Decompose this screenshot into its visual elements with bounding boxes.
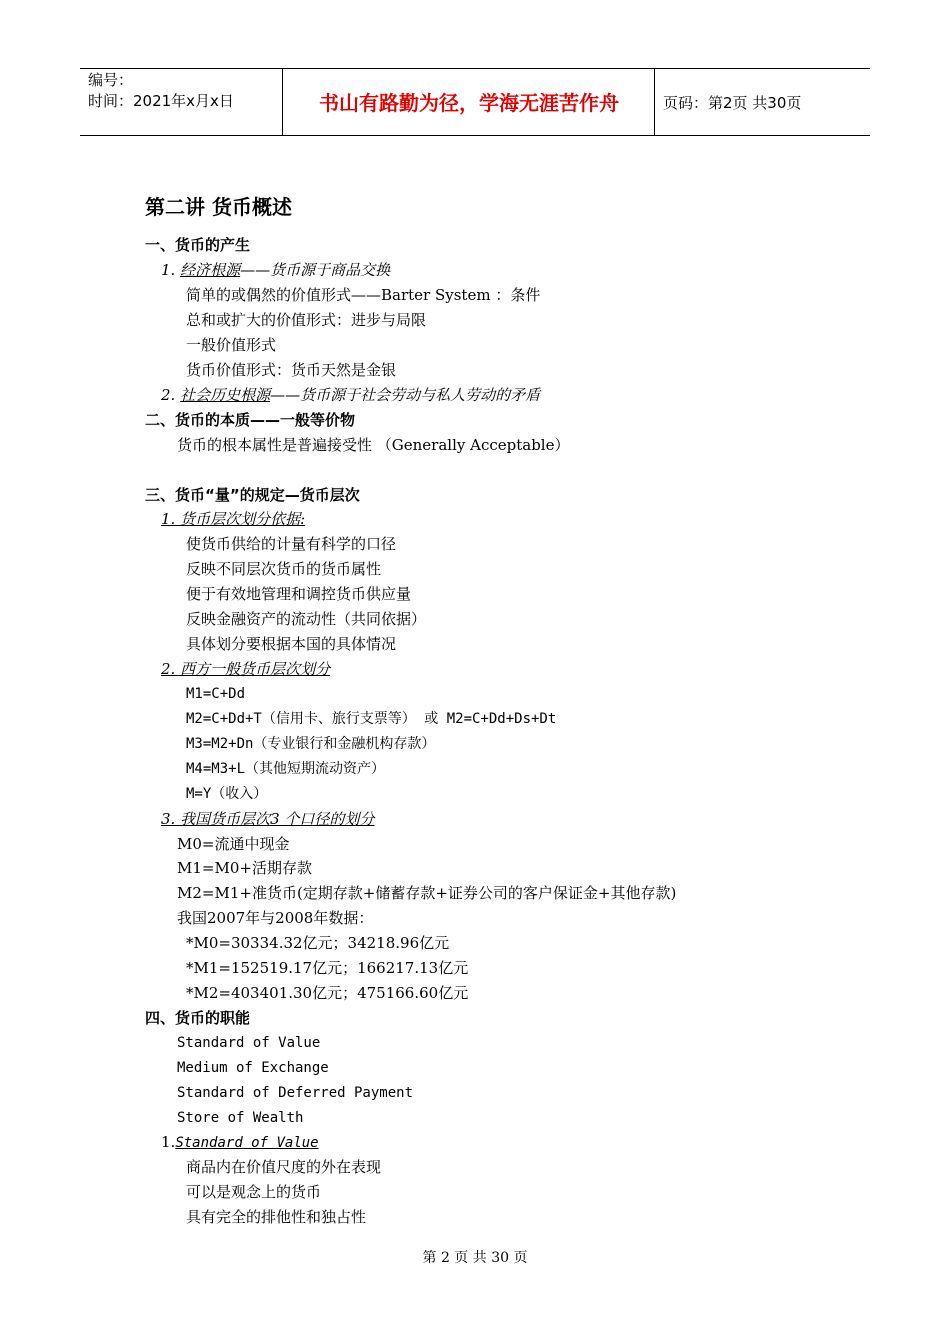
section-1-heading: 一、货币的产生	[145, 236, 251, 254]
s3-data-item: *M1=152519.17亿元；166217.13亿元	[186, 959, 469, 977]
s1-item: 总和或扩大的价值形式：进步与局限	[186, 311, 427, 329]
s1-item: 简单的或偶然的价值形式——Barter System ：条件	[186, 286, 541, 304]
s3-data-item: *M2=403401.30亿元；475166.60亿元	[186, 984, 469, 1002]
s1-item: 一般价值形式	[186, 336, 277, 354]
s4-sub-1-title: Standard of Value	[175, 1135, 319, 1151]
s4-function: Store of Wealth	[177, 1110, 304, 1126]
s1-point-1-rest: ——货币源于商品交换	[240, 261, 391, 279]
s3-sub2-item: M2=C+Dd+T（信用卡、旅行支票等） 或 M2=C+Dd+Ds+Dt	[186, 711, 557, 727]
s4-function: Medium of Exchange	[177, 1060, 329, 1076]
header-bottom-rule	[80, 135, 870, 136]
s3-sub1-item: 便于有效地管理和调控货币供应量	[186, 585, 412, 603]
s1-point-2-title: 社会历史根源	[180, 386, 271, 404]
header-date: 时间：2021年x月x日	[88, 92, 234, 110]
s1-point-1-title: 经济根源	[180, 261, 241, 279]
s3-sub1-item: 使货币供给的计量有科学的口径	[186, 535, 397, 553]
s3-sub1-item: 反映金融资产的流动性（共同依据）	[186, 610, 427, 628]
s3-sub3-item: M1=M0+活期存款	[177, 859, 312, 877]
header-divider-right	[654, 68, 655, 135]
header-serial: 编号：	[88, 71, 134, 89]
section-2-heading: 二、货币的本质——一般等价物	[145, 411, 356, 429]
s3-sub3-item: M2=M1+准货币(定期存款+储蓄存款+证券公司的客户保证金+其他存款)	[177, 884, 677, 902]
s3-sub3-item: 我国2007年与2008年数据：	[177, 909, 374, 927]
s3-sub1-item: 具体划分要根据本国的具体情况	[186, 635, 397, 653]
s1-point-2-rest: ——货币源于社会劳动与私人劳动的矛盾	[270, 386, 541, 404]
s4-sub-1-num: 1.	[161, 1133, 176, 1151]
header-page: 页码：第2页 共30页	[663, 94, 802, 112]
header-motto: 书山有路勤为径，学海无涯苦作舟	[319, 91, 619, 115]
s4-sub-1	[161, 1132, 319, 1153]
s3-sub2-item: M3=M2+Dn（专业银行和金融机构存款）	[186, 736, 436, 752]
s1-point-2	[161, 385, 540, 405]
s3-sub-3: 3. 我国货币层次3 个口径的划分	[161, 810, 375, 828]
s3-sub3-item: M0=流通中现金	[177, 835, 290, 853]
s1-point-2-num: 2.	[161, 386, 181, 404]
s3-sub2-item: M1=C+Dd	[186, 686, 246, 702]
s1-point-1-num: 1.	[161, 261, 181, 279]
s4-sub1-item: 可以是观念上的货币	[186, 1183, 322, 1201]
s3-sub-1: 1. 货币层次划分依据:	[161, 510, 306, 528]
s1-item: 货币价值形式：货币天然是金银	[186, 361, 397, 379]
s4-function: Standard of Deferred Payment	[177, 1085, 414, 1101]
section-4-heading: 四、货币的职能	[145, 1009, 251, 1027]
s3-data-item: *M0=30334.32亿元；34218.96亿元	[186, 934, 450, 952]
s3-sub-2: 2. 西方一般货币层次划分	[161, 660, 331, 678]
s3-sub2-item: M=Y（收入）	[186, 786, 268, 802]
page-footer: 第 2 页 共 30 页	[422, 1250, 528, 1266]
s3-sub1-item: 反映不同层次货币的货币属性	[186, 560, 382, 578]
section-3-heading: 三、货币“量”的规定—货币层次	[145, 486, 360, 504]
s4-function: Standard of Value	[177, 1035, 321, 1051]
s4-sub1-item: 具有完全的排他性和独占性	[186, 1208, 367, 1226]
header-meta	[88, 70, 234, 112]
s2-line: 货币的根本属性是普遍接受性 （Generally Acceptable）	[177, 436, 570, 454]
s3-sub2-item: M4=M3+L（其他短期流动资产）	[186, 761, 386, 777]
s4-sub1-item: 商品内在价值尺度的外在表现	[186, 1158, 382, 1176]
header-divider-left	[282, 68, 283, 135]
s1-point-1	[161, 260, 390, 280]
lecture-title: 第二讲 货币概述	[145, 195, 292, 219]
